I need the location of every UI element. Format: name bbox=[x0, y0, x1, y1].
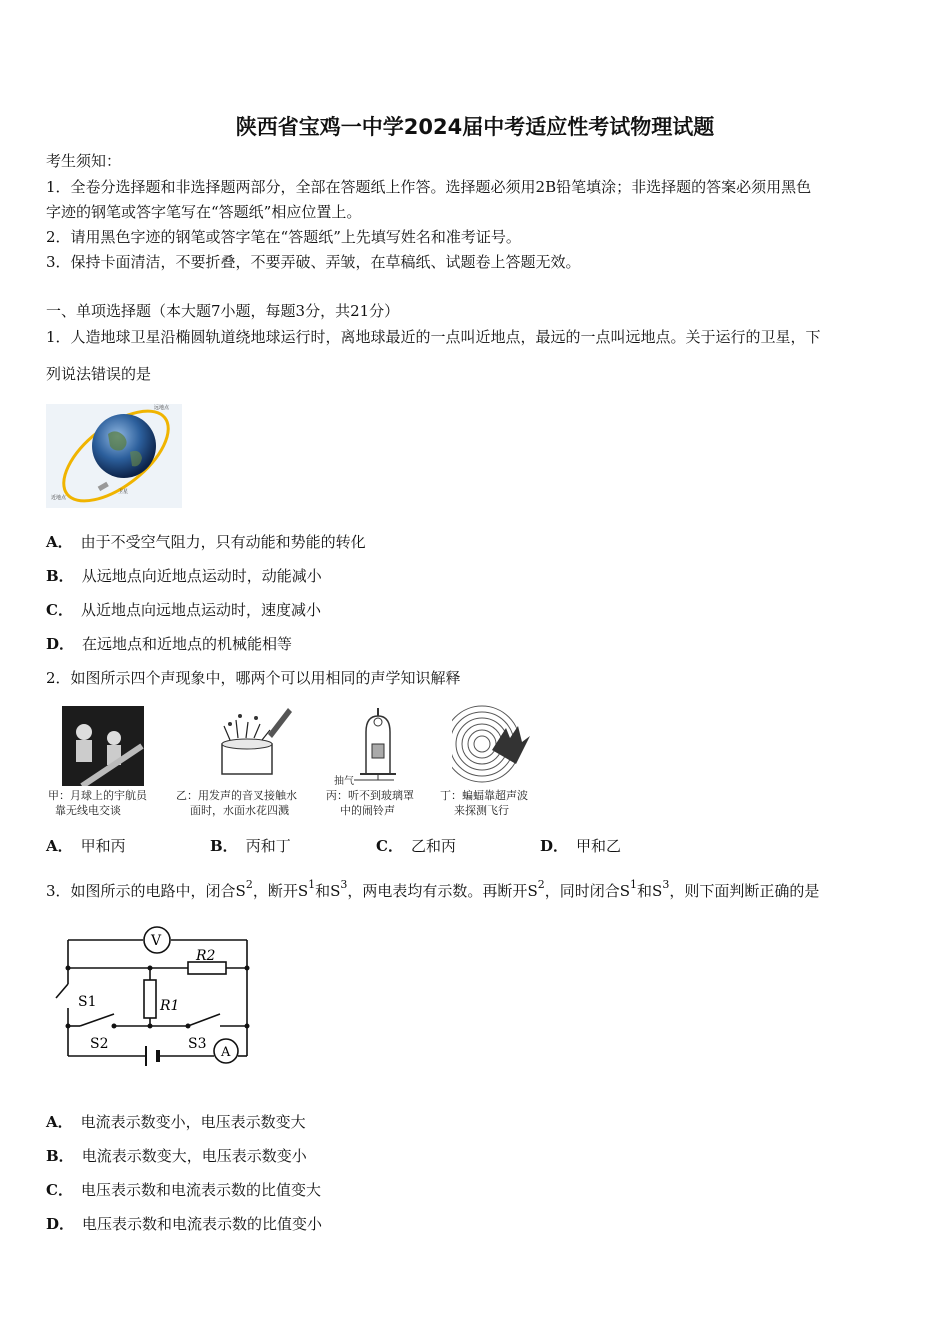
q2-caption-jia: 甲：月球上的宇航员 靠无线电交谈 bbox=[48, 789, 147, 817]
s2-label: S2 bbox=[90, 1036, 109, 1052]
notice-header: 考生须知： bbox=[46, 152, 122, 170]
notice-item-1-line-1: 1．全卷分选择题和非选择题两部分，全部在答题纸上作答。选择题必须用2B铅笔填涂；非选择题的答案必须用黑色 bbox=[46, 178, 812, 196]
q3-option-b: B． 电流表示数变大，电压表示数变小 bbox=[46, 1147, 307, 1165]
far-point-label: 远地点 bbox=[154, 405, 170, 411]
section-heading: 一、单项选择题（本大题7小题，每题3分，共21分） bbox=[46, 302, 400, 320]
pump-label: 抽气 bbox=[334, 776, 354, 786]
q2-caption-ding: 丁：蝙蝠靠超声波 来探测飞行 bbox=[440, 789, 528, 817]
satellite-orbit-figure bbox=[46, 404, 182, 508]
q2-option-d: D． 甲和乙 bbox=[540, 837, 622, 855]
circuit-diagram bbox=[50, 926, 260, 1070]
q1-option-b: B． 从远地点向近地点运动时，动能减小 bbox=[46, 567, 322, 585]
q1-option-a: A． 由于不受空气阻力，只有动能和势能的转化 bbox=[46, 533, 366, 551]
notice-item-2: 2．请用黑色字迹的钢笔或答字笔在“答题纸”上先填写姓名和准考证号。 bbox=[46, 228, 521, 246]
tuning-fork-figure bbox=[210, 704, 294, 784]
s1-label: S1 bbox=[78, 994, 97, 1010]
q2-caption-yi: 乙：用发声的音叉接触水 面时，水面水花四溅 bbox=[176, 789, 297, 817]
q2-stem: 2．如图所示四个声现象中，哪两个可以用相同的声学知识解释 bbox=[46, 669, 461, 687]
s3-label: S3 bbox=[188, 1036, 207, 1052]
q2-caption-bing: 丙：听不到玻璃罩 中的闹铃声 bbox=[326, 789, 414, 817]
r1-label: R1 bbox=[160, 998, 180, 1014]
bell-jar-figure bbox=[334, 704, 414, 786]
q2-option-a: A． 甲和丙 bbox=[46, 837, 126, 855]
q3-option-c: C． 电压表示数和电流表示数的比值变大 bbox=[46, 1181, 321, 1199]
notice-item-1-line-2: 字迹的钢笔或答字笔写在“答题纸”相应位置上。 bbox=[46, 203, 362, 221]
satellite-label: 卫星 bbox=[118, 489, 129, 495]
bat-figure bbox=[452, 704, 532, 784]
voltmeter-label: V bbox=[151, 933, 162, 949]
near-point-label: 近地点 bbox=[51, 495, 67, 501]
q1-option-d: D． 在远地点和近地点的机械能相等 bbox=[46, 635, 293, 653]
q3-option-a: A． 电流表示数变小，电压表示数变大 bbox=[46, 1113, 306, 1131]
page-title: 陕西省宝鸡一中学2024届中考适应性考试物理试题 bbox=[235, 115, 715, 139]
q3-option-d: D． 电压表示数和电流表示数的比值变小 bbox=[46, 1215, 323, 1233]
q3-stem: 3．如图所示的电路中，闭合$S^2$，断开$S^1$和$S^3$，两电表均有示数。再断开$S^2$，同时闭合$S^1$和$S^3$，则下面判断正确的是 bbox=[46, 878, 820, 900]
ammeter-label: A bbox=[221, 1045, 231, 1060]
astronaut-figure bbox=[62, 706, 144, 786]
notice-item-3: 3．保持卡面清洁，不要折叠，不要弄破、弄皱，在草稿纸、试题卷上答题无效。 bbox=[46, 253, 581, 271]
q2-option-c: C． 乙和丙 bbox=[376, 837, 456, 855]
q1-stem-line-2: 列说法错误的是 bbox=[46, 365, 152, 383]
q2-option-b: B． 丙和丁 bbox=[210, 837, 291, 855]
q1-stem-line-1: 1．人造地球卫星沿椭圆轨道绕地球运行时，离地球最近的一点叫近地点，最远的一点叫远地点。关于运行的卫星，下 bbox=[46, 328, 821, 346]
r2-label: R2 bbox=[196, 948, 216, 964]
q1-option-c: C． 从近地点向远地点运动时，速度减小 bbox=[46, 601, 321, 619]
